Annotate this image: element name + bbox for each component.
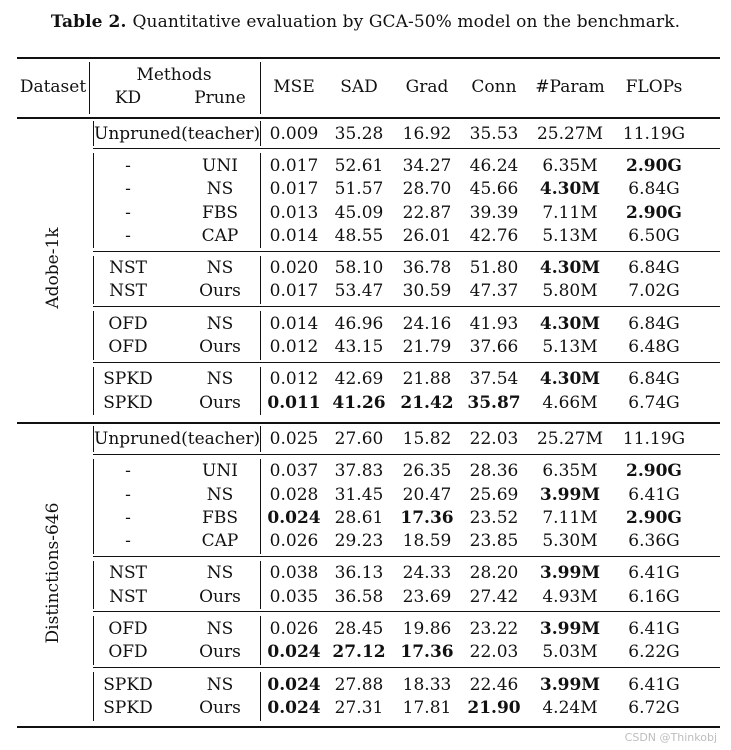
metric-cell: 18.59 (402, 531, 452, 552)
metric-cell: 3.99M (539, 619, 601, 640)
metric-cell: 36.78 (402, 258, 452, 279)
header-mse: MSE (273, 77, 315, 97)
group-mid-rule (260, 367, 261, 416)
metric-cell: 22.03 (469, 428, 519, 449)
metric-cell: 0.024 (267, 697, 321, 718)
metric-cell: 2.90G (626, 155, 682, 176)
metric-cell: 37.83 (334, 461, 384, 482)
header-kd: KD (114, 88, 142, 108)
kd-cell: NST (109, 586, 147, 607)
header-grad: Grad (405, 77, 449, 97)
metric-cell: 35.28 (334, 123, 384, 144)
header-divider-dataset (89, 62, 90, 114)
metric-cell: 0.028 (269, 484, 319, 505)
metric-cell: 0.014 (269, 313, 319, 334)
prune-cell: NS (206, 484, 234, 505)
group-left-rule (93, 153, 94, 248)
header-dataset: Dataset (19, 77, 87, 97)
method-cell: Unpruned(teacher) (94, 428, 261, 449)
metric-cell: 23.52 (469, 507, 519, 528)
caption-text: Quantitative evaluation by GCA-50% model on the benchmark. (132, 12, 681, 32)
metric-cell: 6.41G (628, 619, 680, 640)
metric-cell: 6.35M (542, 461, 598, 482)
metric-cell: 6.74G (628, 392, 680, 413)
metric-cell: 5.80M (542, 281, 598, 302)
metric-cell: 0.020 (269, 258, 319, 279)
prune-cell: CAP (201, 531, 239, 552)
metric-cell: 3.99M (539, 484, 601, 505)
metric-cell: 45.66 (469, 179, 519, 200)
metric-cell: 29.23 (334, 531, 384, 552)
metric-cell: 51.80 (469, 258, 519, 279)
metric-cell: 3.99M (539, 563, 601, 584)
prune-cell: Ours (199, 586, 241, 607)
kd-cell: - (125, 461, 131, 482)
metric-cell: 2.90G (626, 507, 682, 528)
metric-cell: 19.86 (402, 619, 452, 640)
metric-cell: 47.37 (469, 281, 519, 302)
kd-cell: - (125, 531, 131, 552)
dataset-label: Adobe-1k (43, 227, 63, 309)
group-rule (93, 148, 720, 149)
metric-cell: 5.13M (542, 337, 598, 358)
group-mid-rule (260, 121, 261, 146)
prune-cell: NS (206, 619, 234, 640)
metric-cell: 20.47 (402, 484, 452, 505)
metric-cell: 28.20 (469, 563, 519, 584)
group-mid-rule (260, 561, 261, 610)
metric-cell: 21.88 (402, 369, 452, 390)
metric-cell: 22.46 (469, 674, 519, 695)
metric-cell: 6.50G (628, 225, 680, 246)
metric-cell: 24.33 (402, 563, 452, 584)
header-param: #Param (535, 77, 605, 97)
metric-cell: 5.03M (542, 642, 598, 663)
bottom-rule (17, 726, 720, 728)
metric-cell: 25.27M (536, 123, 604, 144)
group-rule (93, 611, 720, 612)
metric-cell: 35.53 (469, 123, 519, 144)
metric-cell: 16.92 (402, 123, 452, 144)
caption-label: Table 2. (50, 12, 127, 32)
metric-cell: 25.27M (536, 428, 604, 449)
kd-cell: OFD (108, 642, 148, 663)
metric-cell: 0.037 (269, 461, 319, 482)
group-mid-rule (260, 426, 261, 451)
metric-cell: 4.30M (539, 313, 601, 334)
group-mid-rule (260, 256, 261, 305)
prune-cell: Ours (199, 281, 241, 302)
metric-cell: 3.99M (539, 674, 601, 695)
metric-cell: 31.45 (334, 484, 384, 505)
method-cell: Unpruned(teacher) (94, 123, 261, 144)
metric-cell: 0.011 (267, 392, 321, 413)
header-conn: Conn (471, 77, 517, 97)
metric-cell: 35.87 (467, 392, 521, 413)
metric-cell: 4.30M (539, 369, 601, 390)
metric-cell: 6.41G (628, 563, 680, 584)
group-rule (93, 251, 720, 252)
metric-cell: 27.31 (334, 697, 384, 718)
metric-cell: 25.69 (469, 484, 519, 505)
header-divider-metrics (260, 62, 261, 114)
header-methods: Methods (136, 65, 212, 85)
header-prune: Prune (194, 88, 246, 108)
metric-cell: 6.36G (628, 531, 680, 552)
prune-cell: FBS (202, 507, 238, 528)
group-mid-rule (260, 459, 261, 554)
metric-cell: 42.76 (469, 225, 519, 246)
metric-cell: 7.11M (542, 202, 598, 223)
metric-cell: 4.93M (542, 586, 598, 607)
metric-cell: 6.35M (542, 155, 598, 176)
metric-cell: 28.70 (402, 179, 452, 200)
kd-cell: OFD (108, 619, 148, 640)
metric-cell: 37.54 (469, 369, 519, 390)
prune-cell: Ours (199, 337, 241, 358)
group-rule (93, 362, 720, 363)
prune-cell: NS (206, 674, 234, 695)
group-left-rule (93, 256, 94, 305)
metric-cell: 0.012 (269, 369, 319, 390)
metric-cell: 22.87 (402, 202, 452, 223)
metric-cell: 0.024 (267, 642, 321, 663)
metric-cell: 4.66M (542, 392, 598, 413)
metric-cell: 4.24M (542, 697, 598, 718)
group-left-rule (93, 459, 94, 554)
metric-cell: 4.30M (539, 179, 601, 200)
group-left-rule (93, 311, 94, 360)
kd-cell: - (125, 202, 131, 223)
metric-cell: 4.30M (539, 258, 601, 279)
metric-cell: 0.025 (269, 428, 319, 449)
metric-cell: 2.90G (626, 461, 682, 482)
prune-cell: NS (206, 313, 234, 334)
section-rule (17, 422, 720, 424)
kd-cell: - (125, 155, 131, 176)
metric-cell: 27.12 (332, 642, 386, 663)
kd-cell: - (125, 507, 131, 528)
prune-cell: NS (206, 563, 234, 584)
kd-cell: OFD (108, 313, 148, 334)
metric-cell: 0.038 (269, 563, 319, 584)
metric-cell: 2.90G (626, 202, 682, 223)
kd-cell: SPKD (103, 369, 153, 390)
metric-cell: 52.61 (334, 155, 384, 176)
metric-cell: 21.79 (402, 337, 452, 358)
metric-cell: 0.009 (269, 123, 319, 144)
metric-cell: 0.017 (269, 179, 319, 200)
metric-cell: 39.39 (469, 202, 519, 223)
prune-cell: FBS (202, 202, 238, 223)
header-flops: FLOPs (625, 77, 683, 97)
metric-cell: 6.48G (628, 337, 680, 358)
metric-cell: 0.014 (269, 225, 319, 246)
prune-cell: Ours (199, 392, 241, 413)
prune-cell: NS (206, 369, 234, 390)
metric-cell: 46.24 (469, 155, 519, 176)
metric-cell: 0.012 (269, 337, 319, 358)
metric-cell: 21.90 (467, 697, 521, 718)
metric-cell: 51.57 (334, 179, 384, 200)
metric-cell: 0.026 (269, 531, 319, 552)
group-rule (93, 556, 720, 557)
kd-cell: NST (109, 281, 147, 302)
metric-cell: 0.026 (269, 619, 319, 640)
metric-cell: 43.15 (334, 337, 384, 358)
metric-cell: 27.88 (334, 674, 384, 695)
metric-cell: 21.42 (400, 392, 454, 413)
prune-cell: UNI (202, 461, 238, 482)
group-left-rule (93, 426, 94, 451)
top-rule (17, 57, 720, 59)
prune-cell: CAP (201, 225, 239, 246)
metric-cell: 0.017 (269, 155, 319, 176)
kd-cell: SPKD (103, 392, 153, 413)
watermark: CSDN @Thinkobj (624, 731, 717, 744)
group-mid-rule (260, 616, 261, 665)
metric-cell: 23.69 (402, 586, 452, 607)
metric-cell: 6.22G (628, 642, 680, 663)
group-mid-rule (260, 311, 261, 360)
prune-cell: UNI (202, 155, 238, 176)
kd-cell: NST (109, 563, 147, 584)
metric-cell: 6.84G (628, 313, 680, 334)
metric-cell: 6.16G (628, 586, 680, 607)
kd-cell: NST (109, 258, 147, 279)
metric-cell: 5.13M (542, 225, 598, 246)
group-left-rule (93, 121, 94, 146)
metric-cell: 6.84G (628, 179, 680, 200)
kd-cell: - (125, 225, 131, 246)
metric-cell: 17.36 (400, 642, 454, 663)
kd-cell: SPKD (103, 697, 153, 718)
metric-cell: 11.19G (622, 123, 686, 144)
metric-cell: 6.84G (628, 258, 680, 279)
metric-cell: 28.61 (334, 507, 384, 528)
section-rule (17, 117, 720, 119)
group-left-rule (93, 367, 94, 416)
metric-cell: 46.96 (334, 313, 384, 334)
metric-cell: 58.10 (334, 258, 384, 279)
kd-cell: SPKD (103, 674, 153, 695)
metric-cell: 23.85 (469, 531, 519, 552)
header-sad: SAD (340, 77, 378, 97)
metric-cell: 27.42 (469, 586, 519, 607)
metric-cell: 6.84G (628, 369, 680, 390)
metric-cell: 24.16 (402, 313, 452, 334)
metric-cell: 34.27 (402, 155, 452, 176)
metric-cell: 0.035 (269, 586, 319, 607)
group-rule (93, 667, 720, 668)
metric-cell: 18.33 (402, 674, 452, 695)
metric-cell: 11.19G (622, 428, 686, 449)
metric-cell: 45.09 (334, 202, 384, 223)
metric-cell: 26.01 (402, 225, 452, 246)
metric-cell: 42.69 (334, 369, 384, 390)
metric-cell: 28.45 (334, 619, 384, 640)
metric-cell: 28.36 (469, 461, 519, 482)
metric-cell: 6.41G (628, 674, 680, 695)
metric-cell: 5.30M (542, 531, 598, 552)
prune-cell: NS (206, 258, 234, 279)
group-left-rule (93, 561, 94, 610)
group-rule (93, 454, 720, 455)
metric-cell: 36.58 (334, 586, 384, 607)
prune-cell: Ours (199, 697, 241, 718)
metric-cell: 17.36 (400, 507, 454, 528)
kd-cell: - (125, 179, 131, 200)
metric-cell: 26.35 (402, 461, 452, 482)
metric-cell: 7.11M (542, 507, 598, 528)
metric-cell: 6.41G (628, 484, 680, 505)
metric-cell: 48.55 (334, 225, 384, 246)
group-mid-rule (260, 672, 261, 721)
metric-cell: 6.72G (628, 697, 680, 718)
metric-cell: 53.47 (334, 281, 384, 302)
group-left-rule (93, 616, 94, 665)
metric-cell: 0.024 (267, 507, 321, 528)
prune-cell: Ours (199, 642, 241, 663)
group-left-rule (93, 672, 94, 721)
metric-cell: 37.66 (469, 337, 519, 358)
metric-cell: 23.22 (469, 619, 519, 640)
metric-cell: 0.024 (267, 674, 321, 695)
group-mid-rule (260, 153, 261, 248)
metric-cell: 22.03 (469, 642, 519, 663)
metric-cell: 27.60 (334, 428, 384, 449)
metric-cell: 41.93 (469, 313, 519, 334)
dataset-label: Distinctions-646 (43, 502, 63, 644)
prune-cell: NS (206, 179, 234, 200)
metric-cell: 7.02G (628, 281, 680, 302)
metric-cell: 30.59 (402, 281, 452, 302)
table-caption (0, 12, 731, 32)
kd-cell: OFD (108, 337, 148, 358)
group-rule (93, 306, 720, 307)
metric-cell: 41.26 (332, 392, 386, 413)
kd-cell: - (125, 484, 131, 505)
metric-cell: 17.81 (402, 697, 452, 718)
metric-cell: 0.017 (269, 281, 319, 302)
metric-cell: 36.13 (334, 563, 384, 584)
metric-cell: 15.82 (402, 428, 452, 449)
metric-cell: 0.013 (269, 202, 319, 223)
